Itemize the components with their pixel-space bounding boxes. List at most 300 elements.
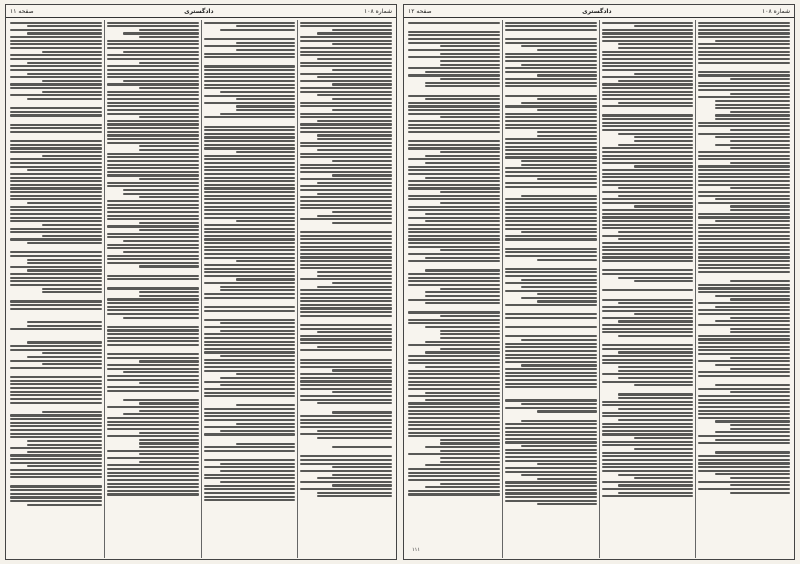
- text-line: [139, 36, 199, 38]
- text-line: [698, 291, 790, 293]
- text-line: [505, 290, 597, 292]
- text-line: [107, 493, 199, 495]
- text-block: [698, 22, 790, 494]
- text-line: [602, 373, 694, 375]
- text-line: [10, 349, 102, 351]
- text-line: [602, 455, 694, 457]
- text-line: [602, 381, 694, 383]
- text-line: [10, 480, 102, 484]
- text-line: [698, 435, 790, 437]
- text-line: [204, 102, 296, 104]
- text-line: [698, 32, 790, 34]
- text-line: [107, 490, 199, 492]
- text-line: [204, 337, 296, 339]
- text-line: [505, 138, 597, 140]
- text-line: [602, 344, 694, 346]
- text-line: [618, 351, 693, 353]
- text-line: [602, 65, 694, 67]
- text-line: [505, 326, 597, 328]
- text-line: [27, 202, 102, 204]
- text-line: [602, 269, 694, 271]
- text-line: [408, 322, 500, 324]
- text-line: [107, 298, 199, 300]
- text-line: [10, 124, 102, 126]
- text-line: [618, 320, 693, 322]
- text-line: [204, 370, 296, 372]
- text-line: [602, 310, 694, 312]
- text-line: [521, 164, 596, 166]
- text-line: [715, 100, 790, 102]
- text-line: [204, 120, 296, 124]
- text-line: [698, 65, 790, 69]
- text-line: [107, 255, 199, 257]
- text-line: [505, 361, 597, 363]
- text-line: [220, 384, 295, 386]
- text-line: [300, 335, 392, 337]
- text-line: [204, 80, 296, 82]
- text-line: [220, 377, 295, 379]
- text-line: [602, 260, 694, 262]
- text-line: [300, 433, 392, 435]
- text-line: [602, 125, 694, 127]
- text-line: [505, 321, 597, 325]
- text-line: [602, 227, 694, 229]
- text-line: [408, 362, 500, 364]
- text-line: [408, 284, 500, 286]
- text-line: [107, 69, 199, 71]
- text-line: [300, 40, 392, 42]
- text-line: [332, 160, 392, 162]
- text-line: [10, 383, 102, 385]
- text-line: [332, 98, 392, 100]
- text-line: [107, 417, 199, 419]
- text-line: [107, 472, 199, 474]
- text-line: [634, 313, 694, 315]
- text-line: [505, 153, 597, 155]
- text-line: [698, 71, 790, 73]
- text-line: [204, 228, 296, 230]
- text-line: [332, 411, 392, 413]
- text-line: [10, 493, 102, 495]
- text-line: [204, 344, 296, 346]
- text-line: [408, 311, 500, 313]
- text-line: [505, 275, 597, 277]
- text-line: [139, 145, 199, 147]
- text-line: [537, 463, 597, 465]
- text-line: [204, 162, 296, 164]
- text-line: [204, 412, 296, 414]
- text-line: [317, 76, 392, 78]
- text-line: [107, 244, 199, 246]
- text-block: [107, 22, 199, 496]
- text-line: [107, 142, 199, 144]
- text-line: [107, 164, 199, 166]
- text-line: [204, 433, 296, 435]
- text-line: [220, 481, 295, 483]
- text-line: [715, 364, 790, 366]
- text-line: [537, 300, 597, 302]
- text-line: [505, 224, 597, 226]
- text-line: [521, 231, 596, 233]
- text-line: [10, 114, 102, 116]
- right-page-columns: [404, 18, 794, 558]
- text-line: [698, 410, 790, 412]
- text-line: [10, 336, 102, 340]
- text-line: [602, 459, 694, 461]
- text-line: [730, 492, 790, 494]
- text-line: [408, 166, 500, 168]
- text-line: [107, 353, 199, 355]
- right-header-center: دادگستری: [582, 7, 612, 15]
- text-line: [123, 399, 198, 401]
- text-line: [139, 149, 199, 151]
- text-line: [220, 430, 295, 432]
- text-line: [139, 229, 199, 231]
- text-line: [602, 51, 694, 53]
- text-line: [698, 58, 790, 60]
- text-line: [505, 313, 597, 315]
- text-line: [107, 204, 199, 206]
- text-line: [300, 123, 392, 125]
- text-line: [408, 475, 500, 477]
- text-line: [107, 344, 199, 346]
- text-line: [505, 500, 597, 502]
- text-line: [698, 122, 790, 124]
- text-line: [602, 430, 694, 432]
- text-line: [204, 198, 296, 200]
- text-line: [521, 286, 596, 288]
- text-line: [204, 95, 296, 97]
- text-line: [408, 472, 500, 474]
- text-line: [107, 475, 199, 477]
- text-line: [300, 366, 392, 368]
- text-line: [505, 56, 597, 58]
- text-line: [300, 102, 392, 104]
- text-line: [440, 330, 500, 332]
- text-line: [602, 87, 694, 89]
- text-line: [505, 434, 597, 436]
- text-line: [698, 125, 790, 127]
- text-line: [220, 289, 295, 291]
- text-line: [139, 410, 199, 412]
- text-line: [505, 113, 597, 115]
- text-line: [236, 98, 296, 100]
- text-line: [408, 74, 500, 76]
- text-line: [505, 171, 597, 173]
- text-line: [300, 153, 392, 155]
- text-line: [425, 399, 500, 401]
- text-line: [300, 231, 392, 233]
- text-line: [10, 246, 102, 250]
- text-line: [408, 264, 500, 268]
- text-line: [505, 489, 597, 491]
- text-line: [300, 167, 392, 169]
- text-line: [139, 382, 199, 384]
- text-line: [10, 387, 102, 389]
- text-line: [440, 116, 500, 118]
- text-line: [10, 217, 102, 219]
- text-line: [505, 82, 597, 84]
- text-line: [220, 29, 295, 31]
- text-line: [505, 206, 597, 208]
- text-line: [10, 43, 102, 45]
- text-line: [107, 282, 199, 286]
- text-line: [300, 342, 392, 344]
- text-line: [521, 339, 596, 341]
- text-line: [505, 350, 597, 352]
- text-line: [602, 466, 694, 468]
- text-line: [715, 136, 790, 138]
- text-line: [204, 65, 296, 67]
- text-line: [408, 355, 500, 357]
- text-line: [408, 209, 500, 211]
- text-line: [602, 415, 694, 417]
- text-line: [425, 269, 500, 271]
- text-line: [408, 105, 500, 107]
- text-line: [698, 395, 790, 397]
- text-line: [425, 486, 500, 488]
- text-line: [602, 331, 694, 333]
- text-line: [107, 457, 199, 459]
- text-line: [42, 224, 102, 226]
- text-line: [107, 340, 199, 342]
- text-line: [602, 129, 694, 131]
- text-line: [505, 149, 597, 151]
- text-line: [440, 457, 500, 459]
- text-line: [300, 406, 392, 410]
- text-line: [204, 408, 296, 410]
- text-line: [602, 293, 694, 297]
- text-line: [107, 386, 199, 388]
- text-line: [698, 216, 790, 218]
- text-line: [107, 160, 199, 162]
- text-line: [139, 178, 199, 180]
- text-line: [139, 87, 199, 89]
- text-line: [408, 424, 500, 426]
- text-line: [602, 359, 694, 361]
- text-line: [521, 297, 596, 299]
- text-line: [300, 171, 392, 173]
- text-line: [10, 429, 102, 431]
- text-line: [123, 371, 198, 373]
- text-line: [408, 388, 500, 390]
- text-line: [537, 503, 597, 505]
- text-line: [505, 182, 597, 184]
- text-line: [618, 484, 693, 486]
- text-line: [408, 56, 500, 58]
- text-line: [10, 140, 102, 142]
- text-line: [440, 151, 500, 153]
- text-line: [107, 94, 199, 96]
- text-line: [204, 242, 296, 244]
- text-line: [715, 320, 790, 322]
- text-line: [10, 462, 102, 464]
- text-line: [300, 463, 392, 465]
- left-page-columns: [6, 18, 396, 558]
- text-line: [408, 135, 500, 139]
- text-line: [107, 109, 199, 111]
- text-line: [10, 58, 102, 60]
- text-line: [505, 394, 597, 398]
- text-line: [10, 371, 102, 375]
- text-line: [698, 158, 790, 160]
- text-line: [300, 441, 392, 445]
- text-line: [300, 225, 392, 229]
- text-line: [505, 189, 597, 193]
- text-line: [730, 205, 790, 207]
- text-line: [204, 187, 296, 189]
- text-line: [408, 306, 500, 310]
- text-line: [204, 38, 296, 40]
- text-line: [300, 73, 392, 75]
- text-line: [204, 231, 296, 233]
- text-line: [698, 371, 790, 373]
- text-line: [505, 175, 597, 177]
- text-line: [602, 191, 694, 193]
- text-line: [618, 335, 693, 337]
- text-line: [236, 443, 296, 445]
- text-line: [634, 140, 694, 142]
- text-line: [698, 224, 790, 226]
- text-line: [505, 317, 597, 319]
- text-line: [698, 173, 790, 175]
- text-line: [408, 124, 500, 126]
- text-line: [408, 493, 500, 495]
- text-line: [300, 300, 392, 302]
- text-line: [408, 242, 500, 244]
- text-line: [505, 67, 597, 69]
- text-line: [537, 293, 597, 295]
- text-line: [10, 144, 102, 146]
- text-line: [204, 257, 296, 259]
- text-line: [300, 264, 392, 266]
- text-line: [204, 246, 296, 248]
- text-line: [408, 344, 500, 346]
- text-line: [730, 317, 790, 319]
- text-line: [440, 202, 500, 204]
- text-line: [204, 310, 296, 312]
- text-line: [300, 481, 392, 483]
- text-line: [505, 481, 597, 483]
- text-line: [698, 466, 790, 468]
- text-line: [204, 392, 296, 394]
- text-line: [27, 451, 102, 453]
- text-line: [618, 231, 693, 233]
- text-line: [10, 380, 102, 382]
- text-line: [300, 127, 392, 129]
- text-line: [440, 333, 500, 335]
- text-line: [204, 184, 296, 186]
- text-line: [408, 490, 500, 492]
- text-line: [440, 45, 500, 47]
- text-line: [236, 278, 296, 280]
- text-line: [505, 308, 597, 312]
- text-line: [10, 367, 102, 369]
- text-line: [521, 279, 596, 281]
- page-spread: [5, 4, 795, 560]
- text-line: [408, 384, 500, 386]
- text-line: [10, 436, 102, 438]
- text-line: [602, 58, 694, 60]
- text-line: [425, 392, 500, 394]
- text-line: [107, 83, 199, 85]
- text-line: [204, 235, 296, 237]
- text-line: [300, 318, 392, 322]
- text-line: [317, 331, 392, 333]
- text-line: [317, 437, 392, 439]
- text-line: [317, 402, 392, 404]
- text-line: [204, 362, 296, 364]
- text-line: [425, 155, 500, 157]
- text-line: [27, 259, 102, 261]
- text-line: [300, 253, 392, 255]
- text-line: [698, 231, 790, 233]
- text-block: [10, 22, 102, 506]
- text-line: [505, 460, 597, 462]
- text-line: [204, 224, 296, 226]
- text-line: [408, 421, 500, 423]
- text-line: [408, 113, 500, 115]
- text-line: [107, 306, 199, 308]
- text-line: [505, 38, 597, 40]
- text-line: [698, 151, 790, 153]
- text-line: [602, 273, 694, 275]
- text-line: [332, 282, 392, 284]
- text-line: [317, 495, 392, 497]
- text-line: [505, 423, 597, 425]
- text-line: [408, 235, 500, 237]
- text-line: [300, 455, 392, 457]
- text-line: [602, 481, 694, 483]
- text-line: [300, 260, 392, 262]
- text-line: [634, 136, 694, 138]
- text-line: [139, 62, 199, 64]
- text-line: [505, 238, 597, 240]
- text-line: [332, 69, 392, 71]
- text-line: [408, 127, 500, 129]
- text-line: [715, 306, 790, 308]
- text-line: [107, 320, 199, 324]
- text-line: [10, 187, 102, 189]
- text-line: [730, 187, 790, 189]
- text-line: [505, 53, 597, 55]
- text-line: [300, 142, 392, 144]
- text-line: [42, 155, 102, 157]
- text-block: [505, 22, 597, 506]
- right-column-1: [695, 20, 792, 558]
- text-line: [602, 253, 694, 255]
- text-line: [10, 76, 102, 78]
- text-line: [408, 224, 500, 226]
- text-line: [332, 369, 392, 371]
- text-line: [602, 54, 694, 56]
- text-line: [618, 80, 693, 82]
- text-line: [204, 147, 296, 149]
- text-line: [698, 353, 790, 355]
- text-line: [332, 29, 392, 31]
- text-line: [602, 147, 694, 149]
- text-line: [634, 384, 694, 386]
- text-line: [300, 131, 392, 133]
- text-line: [10, 414, 102, 416]
- text-line: [408, 67, 500, 69]
- text-line: [300, 256, 392, 258]
- text-line: [698, 191, 790, 193]
- text-line: [204, 116, 296, 118]
- text-line: [204, 415, 296, 417]
- text-line: [107, 450, 199, 452]
- text-line: [204, 459, 296, 461]
